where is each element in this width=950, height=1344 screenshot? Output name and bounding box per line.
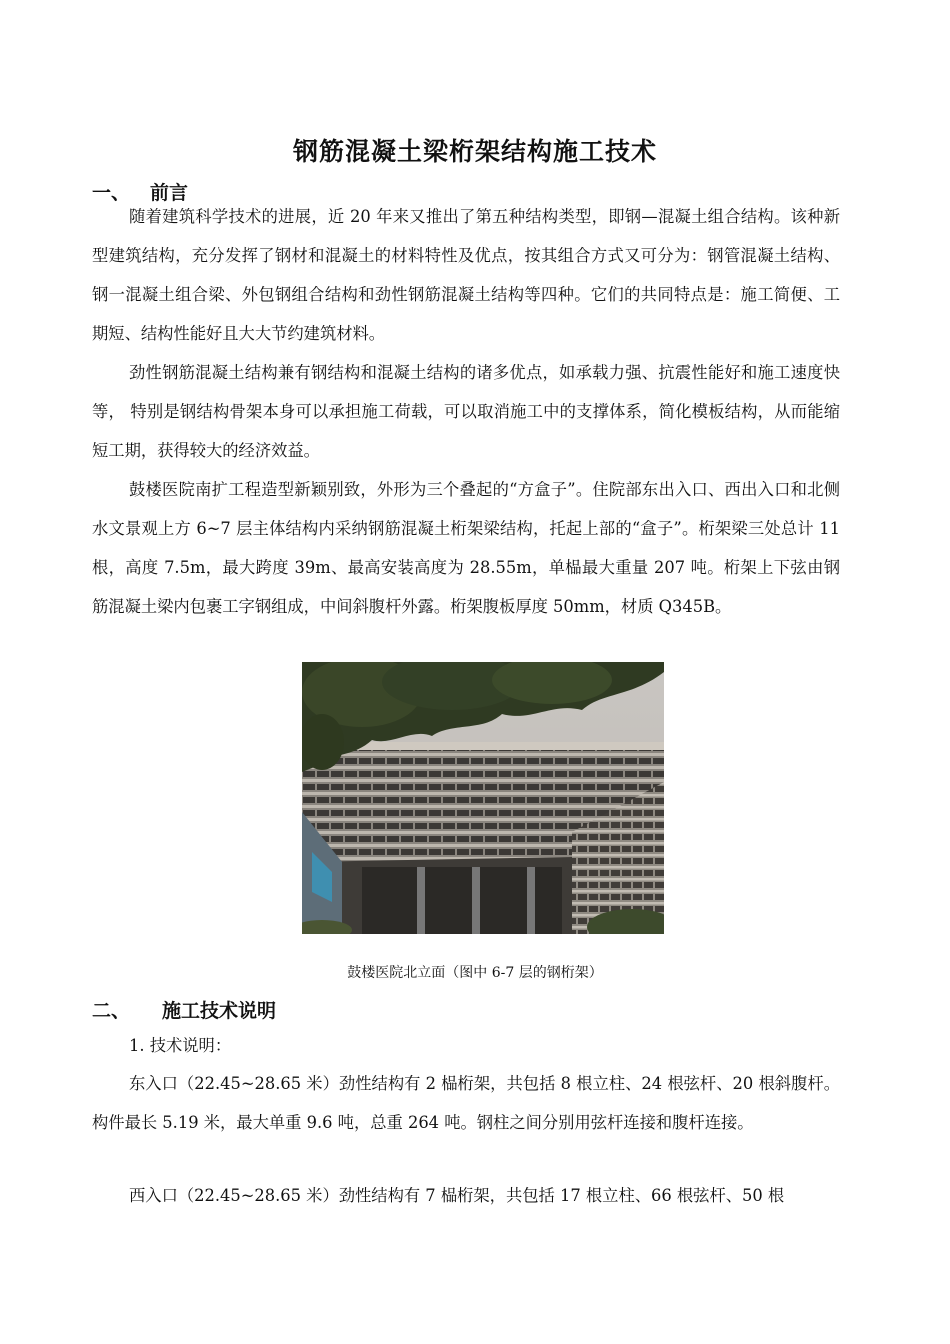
section-number: 一、 bbox=[92, 182, 131, 204]
paragraph-1: 随着建筑科学技术的进展，近 20 年来又推出了第五种结构类型，即钢—混凝土组合结构。该种新型建筑结构，充分发挥了钢材和混凝土的材料特性及优点，按其组合方式又可分为：钢管混凝土结构、钢一混凝土组合梁、外包钢组合结构和劲性钢筋混凝土结构等四种。它们的共同特点是：施工简便、工期短、结构性能好且大大节约建筑材料。 bbox=[92, 207, 840, 343]
document-title: 钢筋混凝土梁桁架结构施工技术 bbox=[292, 137, 657, 166]
building-photo bbox=[302, 662, 664, 934]
figure-caption: 鼓楼医院北立面（图中 6-7 层的钢桁架） bbox=[347, 965, 603, 981]
section-number: 二、 bbox=[92, 1000, 131, 1022]
section-title: 前言 bbox=[150, 182, 189, 204]
paragraph-2: 劲性钢筋混凝土结构兼有钢结构和混凝土结构的诸多优点，如承载力强、抗震性能好和施工速度快等， 特别是钢结构骨架本身可以承担施工荷载，可以取消施工中的支撑体系，简化模板结构，从而能缩短工期，获得较大的经济效益。 bbox=[92, 363, 840, 460]
section-heading-construction bbox=[92, 996, 276, 1023]
paragraph-west-entrance: 西入口（22.45~28.65 米）劲性结构有 7 榀桁架，共包括 17 根立柱、66 根弦杆、50 根 bbox=[129, 1186, 785, 1205]
list-item-tech-description: 1. 技术说明： bbox=[129, 1036, 232, 1055]
section-title: 施工技术说明 bbox=[162, 1000, 277, 1022]
paragraph-3: 鼓楼医院南扩工程造型新颖别致，外形为三个叠起的“方盒子”。住院部东出入口、西出入口和北侧水文景观上方 6~7 层主体结构内采纳钢筋混凝土桁架梁结构，托起上部的“盒子”。桁架梁三处总计 11 根，高度 7.5m，最大跨度 39m、最高安装高度为 28.55m，单榀最大重量 207 吨。桁架上下弦由钢筋混凝土梁内包裹工字钢组成，中间斜腹杆外露。桁架腹板厚度 50mm，材质 Q345B。 bbox=[92, 480, 840, 616]
paragraph-east-entrance: 东入口（22.45~28.65 米）劲性结构有 2 榀桁架，共包括 8 根立柱、24 根弦杆、20 根斜腹杆。构件最长 5.19 米，最大单重 9.6 吨，总重 264 吨。钢柱之间分别用弦杆连接和腹杆连接。 bbox=[92, 1074, 840, 1132]
